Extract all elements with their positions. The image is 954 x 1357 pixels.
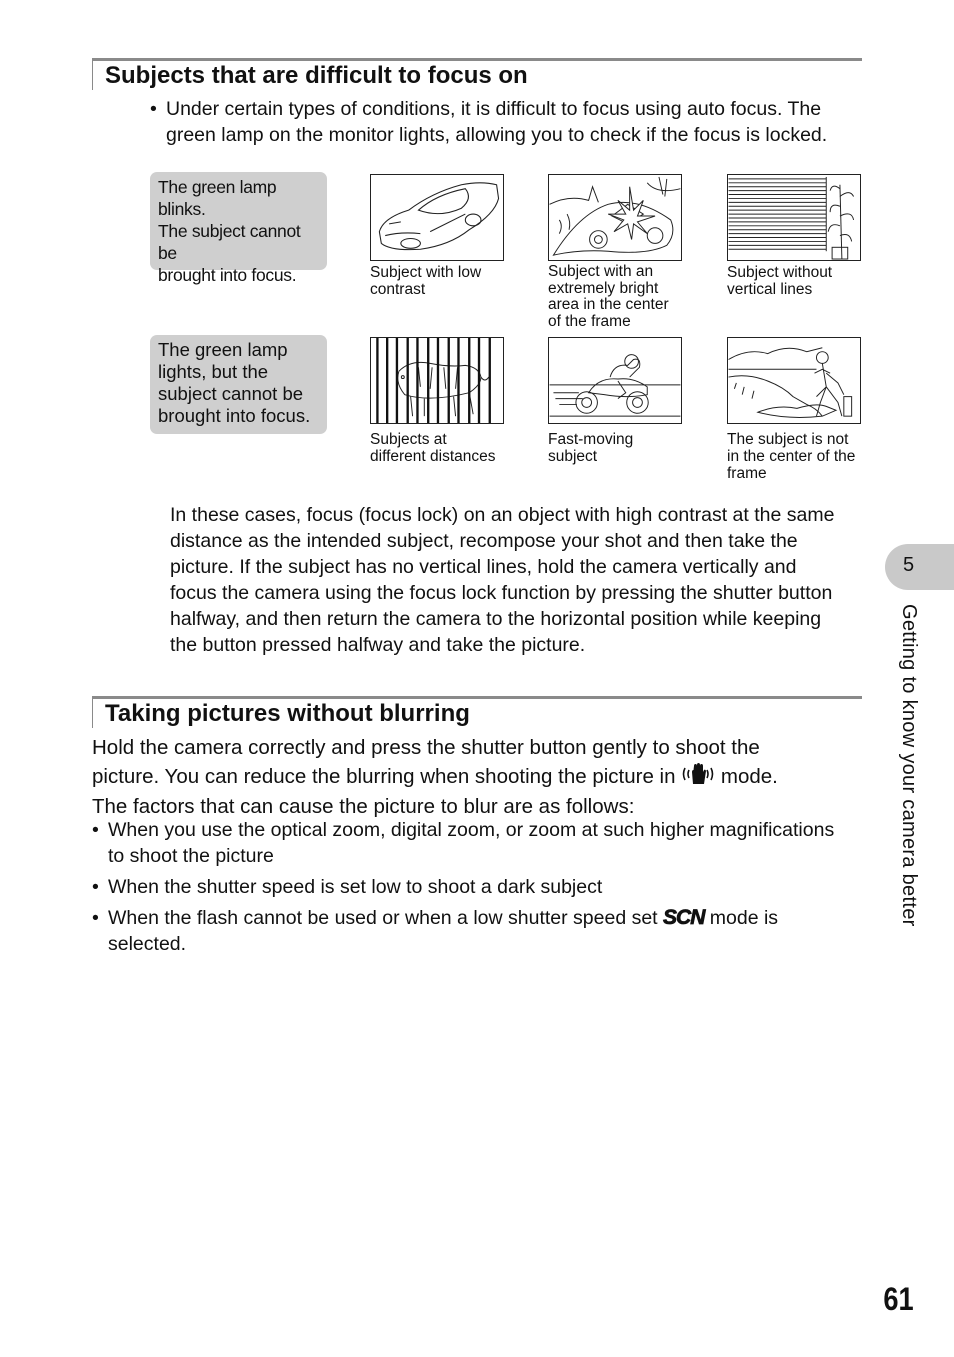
bullet-dot: • (150, 98, 157, 120)
bullet-dot: • (92, 819, 99, 841)
intro-line-with-icon (92, 762, 862, 794)
page-number: 61 (883, 1281, 914, 1317)
chapter-tab (885, 544, 954, 590)
caption-line: Subject with an (548, 263, 654, 280)
chapter-number: 5 (903, 554, 915, 576)
paragraph-line: picture. If the subject has no vertical lines, hold the camera vertically and (170, 556, 797, 578)
caption-no-vertical (727, 264, 867, 298)
caption-line: Subject with low (370, 264, 482, 281)
lamp-lights-line: The green lamp (158, 339, 288, 360)
lamp-blinks-line: The subject cannot be (158, 221, 301, 263)
chapter-label: Getting to know your camera better (898, 604, 920, 927)
caption-distances (370, 431, 510, 465)
caption-line: frame (727, 465, 767, 482)
bullet-dot: • (92, 876, 99, 898)
lamp-blinks-line: The green lamp (158, 177, 277, 197)
section-heading-blur (92, 696, 862, 728)
bullet-text: selected. (108, 933, 187, 955)
anti-shake-hand-icon (681, 762, 715, 794)
caption-line: vertical lines (727, 281, 813, 298)
caption-line: The subject is not (727, 431, 849, 448)
lamp-blinks-box (150, 172, 327, 285)
sports-car-illustration (371, 175, 503, 260)
car-with-flare-illustration (549, 175, 681, 260)
intro-line: The factors that can cause the picture to blur are as follows: (92, 795, 635, 818)
bullet-text: When the shutter speed is set low to shoot a dark subject (108, 876, 603, 898)
illustration-bright-center (548, 174, 682, 261)
caption-line: contrast (370, 281, 426, 298)
caption-off-center (727, 431, 867, 482)
caption-line: Fast-moving (548, 431, 634, 448)
section-heading-focus (92, 58, 862, 90)
bullet-text: to shoot the picture (108, 845, 274, 867)
caption-line: in the center of the (727, 448, 856, 465)
horizontal-blinds-illustration (728, 175, 860, 260)
caption-line: subject (548, 448, 598, 465)
tiger-behind-bars-illustration (371, 338, 503, 423)
intro-line: Hold the camera correctly and press the shutter button gently to shoot the (92, 736, 760, 759)
blur-bullet-flash (92, 905, 872, 957)
focus-intro-text: Under certain types of conditions, it is difficult to focus using auto focus. The green lamp on the monitor lights, allowing you to check if the focus is locked. (166, 98, 828, 146)
blur-intro (92, 734, 862, 821)
motorcycle-racer-illustration (549, 338, 681, 423)
illustration-fast-moving (548, 337, 682, 424)
intro-text: picture. You can reduce the blurring when shooting the picture in (92, 764, 676, 788)
illustration-off-center (727, 337, 861, 424)
caption-low-contrast (370, 264, 510, 298)
bullet-dot: • (92, 907, 99, 929)
intro-text: mode. (720, 764, 778, 788)
bullet-text-with-icon (108, 905, 872, 931)
lamp-blinks-line: brought into focus. (158, 265, 297, 285)
paragraph-line: the button pressed halfway and take the picture. (170, 634, 586, 656)
focus-intro-bullet (150, 96, 870, 148)
lamp-lights-line: brought into focus. (158, 405, 311, 426)
caption-line: extremely bright (548, 279, 659, 297)
lamp-lights-line: subject cannot be (158, 383, 304, 404)
bullet-text: When the flash cannot be used or when a low shutter speed set (108, 907, 658, 929)
illustration-no-vertical-lines (727, 174, 861, 261)
caption-line: area in the center (548, 296, 669, 313)
person-on-shore-illustration (728, 338, 860, 423)
blur-bullet-shutter (92, 874, 872, 900)
section-title-focus: Subjects that are difficult to focus on (105, 62, 528, 89)
lamp-lights-line: lights, but the (158, 361, 269, 382)
caption-line: Subjects at (370, 431, 447, 448)
blur-bullet-zoom (92, 817, 872, 869)
illustration-low-contrast-car (370, 174, 504, 261)
caption-line: of the frame (548, 312, 631, 330)
caption-bright-center (548, 264, 688, 330)
caption-line: Subject without (727, 264, 833, 281)
section-title-blur: Taking pictures without blurring (105, 700, 470, 727)
paragraph-line: focus the camera using the focus lock function by pressing the shutter button (170, 582, 833, 604)
focus-lock-paragraph (170, 502, 870, 658)
paragraph-line: In these cases, focus (focus lock) on an object with high contrast at the same (170, 504, 835, 526)
caption-line: different distances (370, 448, 496, 465)
paragraph-line: halfway, and then return the camera to the horizontal position while keeping (170, 608, 822, 630)
scn-mode-icon: SCN (663, 906, 705, 929)
paragraph-line: distance as the intended subject, recompose your shot and then take the (170, 530, 798, 552)
bullet-text: When you use the optical zoom, digital zoom, or zoom at such higher magnifications (108, 819, 835, 841)
illustration-different-distances (370, 337, 504, 424)
bullet-text: mode is (709, 907, 779, 929)
lamp-blinks-line: blinks. (158, 199, 206, 219)
caption-fast-moving (548, 431, 688, 465)
lamp-lights-box (150, 335, 327, 434)
